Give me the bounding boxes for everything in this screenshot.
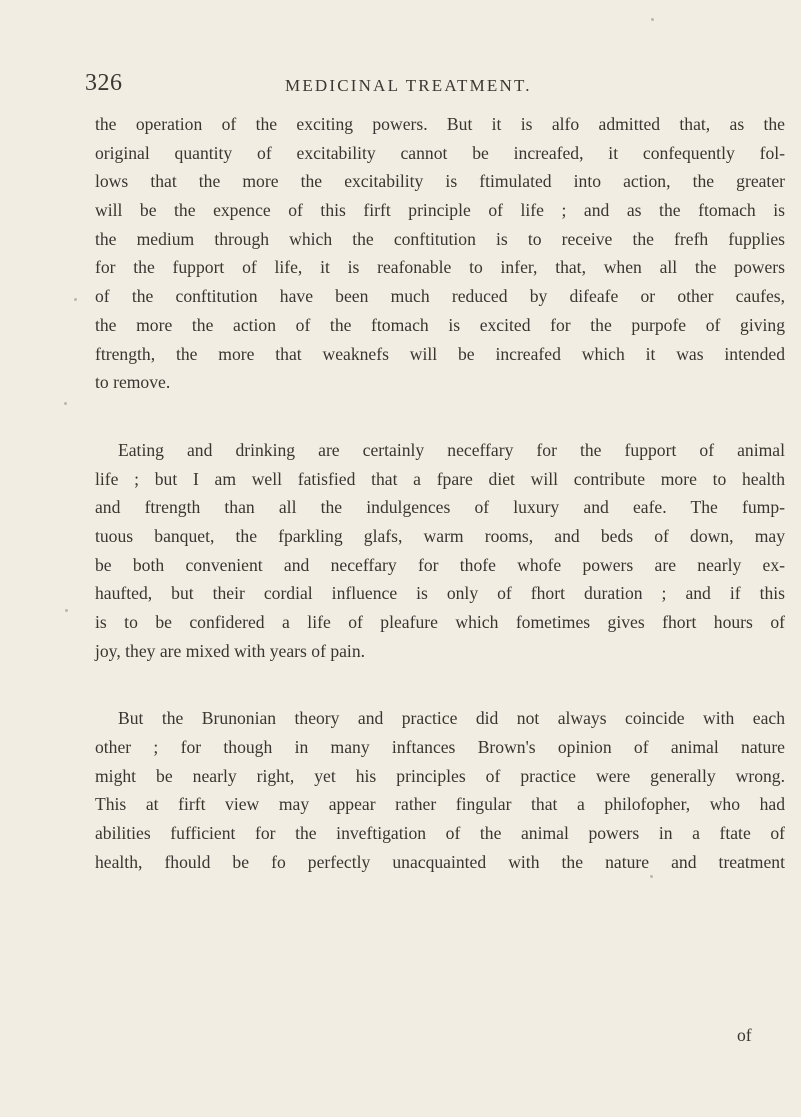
text-line: health, fhould be fo perfectly unacquainted with the nature and treatment [95, 851, 785, 872]
text-line: This at firft view may appear rather fingular that a philofopher, who had [95, 794, 785, 815]
page-header [85, 70, 745, 100]
text-line: to remove. [95, 372, 171, 393]
text-line: original quantity of excitability cannot be increafed, it confequently fol- [95, 142, 785, 163]
catchword: of [737, 1025, 752, 1045]
text-line: the more the action of the ftomach is excited for the purpofe of giving [95, 314, 785, 335]
text-line: abilities fufficient for the inveftigation of the animal powers in a ftate of [95, 823, 785, 844]
paper-speck [650, 875, 653, 878]
text-line: other ; for though in many inftances Brown's opinion of animal nature [95, 737, 785, 758]
paragraph-1 [95, 110, 785, 397]
text-line: and ftrength than all the indulgences of luxury and eafe. The fump- [95, 497, 785, 518]
text-line: haufted, but their cordial influence is only of fhort duration ; and if this [95, 583, 785, 604]
running-head: MEDICINAL TREATMENT. [285, 76, 532, 95]
text-line: the medium through which the conftitution is to receive the frefh fupplies [95, 228, 785, 249]
text-line: lows that the more the excitability is ftimulated into action, the greater [95, 171, 785, 192]
text-line: will be the expence of this firft principle of life ; and as the ftomach is [95, 200, 785, 221]
paper-speck [64, 402, 67, 405]
text-line: But the Brunonian theory and practice did not always coincide with each [118, 708, 785, 729]
paper-speck [74, 298, 77, 301]
text-line: the operation of the exciting powers. But it is alfo admitted that, as the [95, 114, 785, 134]
text-line: might be nearly right, yet his principles of practice were generally wrong. [95, 765, 785, 786]
paragraph-3 [95, 704, 785, 876]
paragraph-2 [95, 436, 785, 666]
paper-speck [65, 609, 68, 612]
text-line: is to be confidered a life of pleafure which fometimes gives fhort hours of [95, 612, 785, 632]
paragraph-gap [95, 397, 785, 436]
paper-speck [651, 18, 654, 21]
text-line: Eating and drinking are certainly neceffary for the fupport of animal [118, 439, 785, 460]
text-line: be both convenient and neceffary for thofe whofe powers are nearly ex- [95, 554, 785, 575]
body-text [95, 110, 785, 877]
text-line: for the fupport of life, it is reafonable to infer, that, when all the powers [95, 257, 785, 278]
text-line: life ; but I am well fatisfied that a fpare diet will contribute more to health [95, 468, 785, 489]
text-line: tuous banquet, the fparkling glafs, warm rooms, and beds of down, may [95, 525, 785, 546]
paragraph-gap [95, 665, 785, 704]
page-number: 326 [85, 70, 123, 96]
text-line: of the conftitution have been much reduced by difeafe or other caufes, [95, 286, 785, 307]
text-line: joy, they are mixed with years of pain. [95, 640, 366, 661]
text-line: ftrength, the more that weaknefs will be increafed which it was intended [95, 343, 785, 364]
